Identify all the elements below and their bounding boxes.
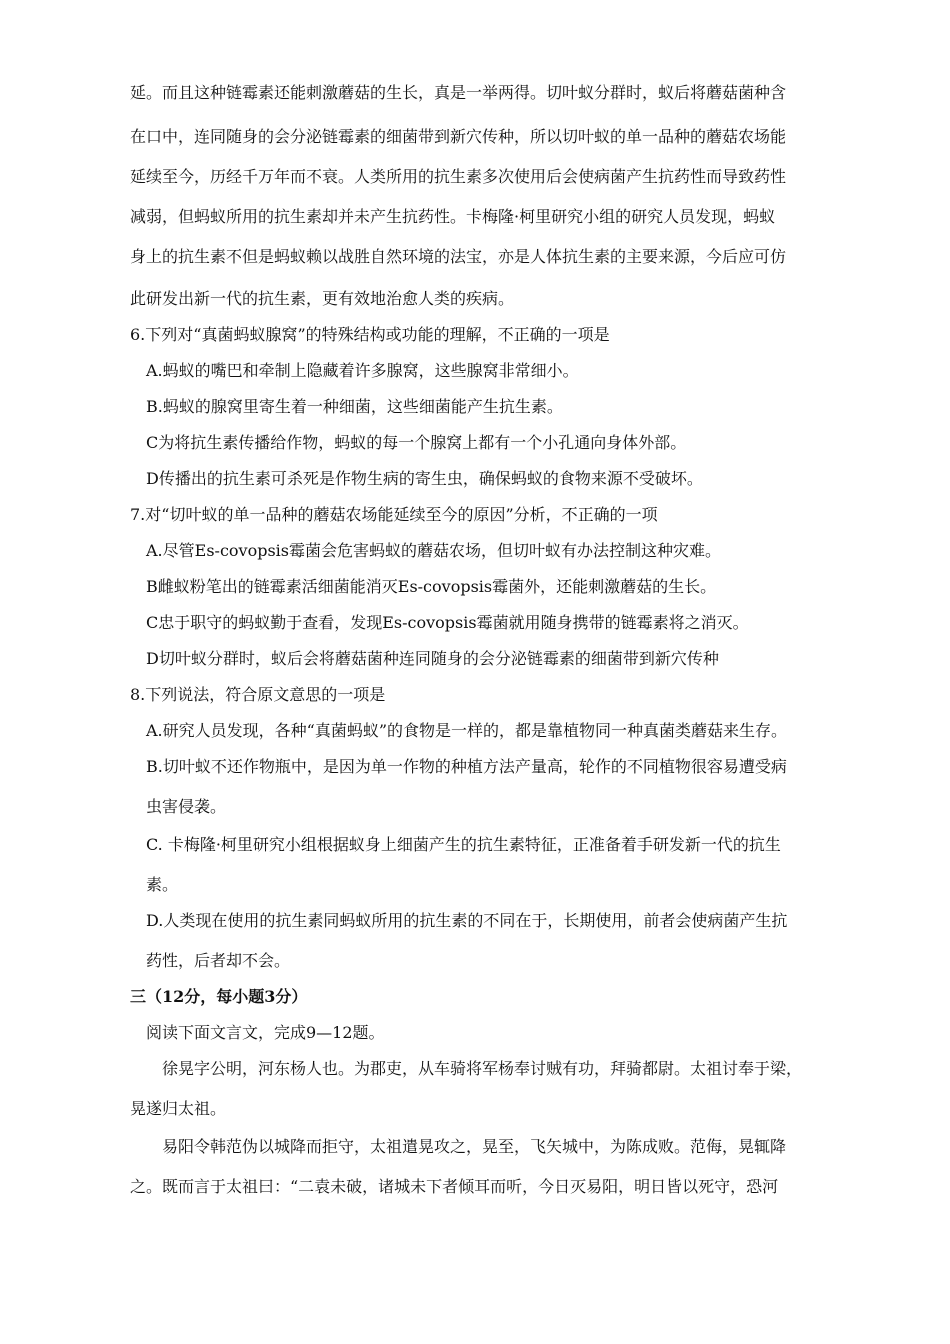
question-7-option-a: A.尽管Es-covopsis霉菌会危害蚂蚁的蘑菇农场，但切叶蚁有办法控制这种灾难。 — [146, 541, 721, 560]
question-7-option-d: D切叶蚁分群时，蚁后会将蘑菇菌种连同随身的会分泌链霉素的细菌带到新穴传种 — [146, 649, 719, 668]
question-8-option-c-line-1: C. 卡梅隆·柯里研究小组根据蚁身上细菌产生的抗生素特征，正准备着手研发新一代的抗生 — [146, 835, 781, 854]
question-8-option-a: A.研究人员发现，各种“真菌蚂蚁”的食物是一样的，都是靠植物同一种真菌类蘑菇来生存。 — [146, 721, 788, 740]
question-6-stem: 6.下列对“真菌蚂蚁腺窝”的特殊结构或功能的理解，不正确的一项是 — [130, 325, 610, 344]
classical-para-1-line-2: 晃遂归太祖。 — [130, 1099, 227, 1118]
question-8-option-b-line-2: 虫害侵袭。 — [146, 797, 227, 816]
classical-para-2-line-2: 之。既而言于太祖曰：“二袁未破，诸城未下者倾耳而听，今日灭易阳，明日皆以死守，恐河 — [130, 1177, 779, 1196]
question-7-stem: 7.对“切叶蚁的单一品种的蘑菇农场能延续至今的原因”分析，不正确的一项 — [130, 505, 658, 524]
question-6-option-b: B.蚂蚁的腺窝里寄生着一种细菌，这些细菌能产生抗生素。 — [146, 397, 563, 416]
question-8-stem: 8.下列说法，符合原文意思的一项是 — [130, 685, 386, 704]
question-7-option-c: C忠于职守的蚂蚁勤于查看，发现Es-covopsis霉菌就用随身携带的链霉素将之消灭。 — [146, 613, 749, 632]
passage-line-3: 延续至今，历经千万年而不衰。人类所用的抗生素多次使用后会使病菌产生抗药性而导致药性 — [130, 167, 787, 186]
question-8-option-c-line-2: 素。 — [146, 875, 179, 894]
section-3-heading: 三（12分，每小题3分） — [130, 987, 308, 1006]
section-3-instruction: 阅读下面文言文，完成9—12题。 — [146, 1023, 385, 1042]
passage-line-1: 延。而且这种链霉素还能刺激蘑菇的生长，真是一举两得。切叶蚁分群时，蚁后将蘑菇菌种含 — [130, 83, 787, 102]
question-8-option-d-line-2: 药性，后者却不会。 — [146, 951, 291, 970]
passage-line-2: 在口中，连同随身的会分泌链霉素的细菌带到新穴传种，所以切叶蚁的单一品种的蘑菇农场能 — [130, 127, 787, 146]
question-7-option-b: B雌蚁粉笔出的链霉素活细菌能消灭Es-covopsis霉菌外，还能刺激蘑菇的生长。 — [146, 577, 717, 596]
passage-line-6: 此研发出新一代的抗生素，更有效地治愈人类的疾病。 — [130, 289, 515, 308]
passage-line-5: 身上的抗生素不但是蚂蚁赖以战胜自然环境的法宝，亦是人体抗生素的主要来源，今后应可仿 — [130, 247, 787, 266]
question-6-option-a: A.蚂蚁的嘴巴和牵制上隐藏着许多腺窝，这些腺窝非常细小。 — [146, 361, 579, 380]
question-8-option-d-line-1: D.人类现在使用的抗生素同蚂蚁所用的抗生素的不同在于，长期使用，前者会使病菌产生抗 — [146, 911, 788, 930]
passage-line-4: 减弱，但蚂蚁所用的抗生素却并未产生抗药性。卡梅隆·柯里研究小组的研究人员发现，蚂蚁 — [130, 207, 776, 226]
question-6-option-c: C为将抗生素传播给作物，蚂蚁的每一个腺窝上都有一个小孔通向身体外部。 — [146, 433, 687, 452]
classical-para-2-line-1: 易阳令韩范伪以城降而拒守，太祖遣晃攻之，晃至，飞矢城中，为陈成败。范侮，晃辄降 — [162, 1137, 787, 1156]
question-8-option-b-line-1: B.切叶蚁不还作物瓶中，是因为单一作物的种植方法产量高，轮作的不同植物很容易遭受病 — [146, 757, 787, 776]
question-6-option-d: D传播出的抗生素可杀死是作物生病的寄生虫，确保蚂蚁的食物来源不受破坏。 — [146, 469, 703, 488]
classical-para-1-line-1: 徐晃字公明，河东杨人也。为郡吏，从车骑将军杨奉讨贼有功，拜骑都尉。太祖讨奉于梁， — [162, 1059, 803, 1078]
